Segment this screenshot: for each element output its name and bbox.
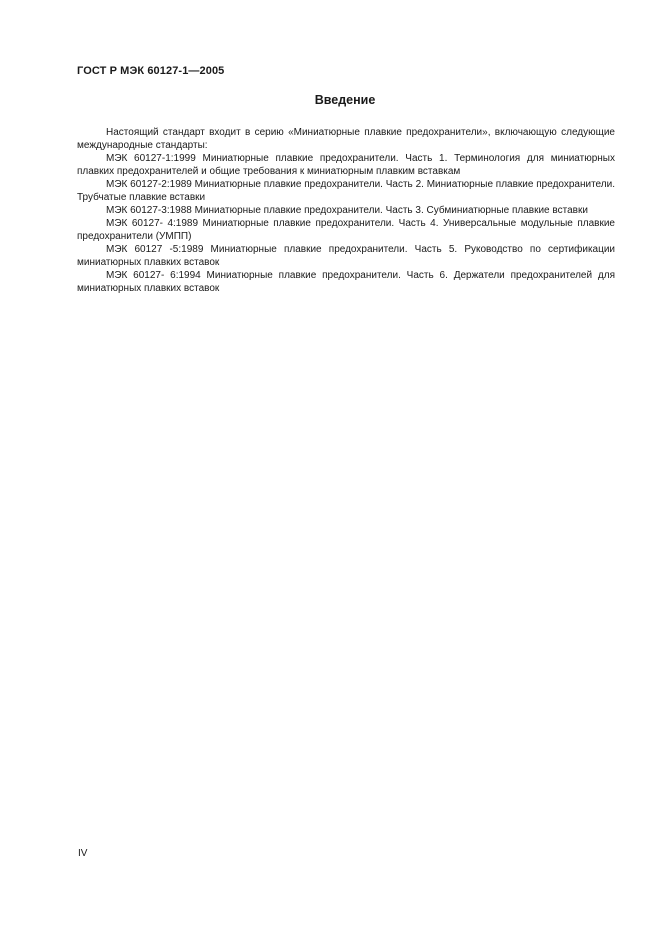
page-number: IV [78,848,88,859]
standard-entry-part-4: МЭК 60127- 4:1989 Миниатюрные плавкие предохранители. Часть 4. Универсальные модульные плавкие предохранители (УМПП) [77,218,615,242]
standard-entry-part-2: МЭК 60127-2:1989 Миниатюрные плавкие предохранители. Часть 2. Миниатюрные плавкие предохранители. Трубчатые плавкие вставки [77,179,615,203]
section-title: Введение [314,93,376,107]
intro-paragraph: Настоящий стандарт входит в серию «Миниатюрные плавкие предохранители», включающую следующие международные стандарты: [77,127,615,151]
document-code-header: ГОСТ Р МЭК 60127-1—2005 [77,65,225,77]
standard-entry-part-5: МЭК 60127 -5:1989 Миниатюрные плавкие предохранители. Часть 5. Руководство по сертификации миниатюрных плавких вставок [77,244,615,268]
standard-entry-part-3: МЭК 60127-3:1988 Миниатюрные плавкие предохранители. Часть 3. Субминиатюрные плавкие вставки [106,205,588,216]
standard-entry-part-6: МЭК 60127- 6:1994 Миниатюрные плавкие предохранители. Часть 6. Держатели предохранителей для миниатюрных плавких вставок [77,270,615,294]
standard-entry-part-1: МЭК 60127-1:1999 Миниатюрные плавкие предохранители. Часть 1. Терминология для миниатюрных плавких предохранителей и общие требования к миниатюрным плавким вставкам [77,153,615,177]
introduction-body [77,126,615,295]
